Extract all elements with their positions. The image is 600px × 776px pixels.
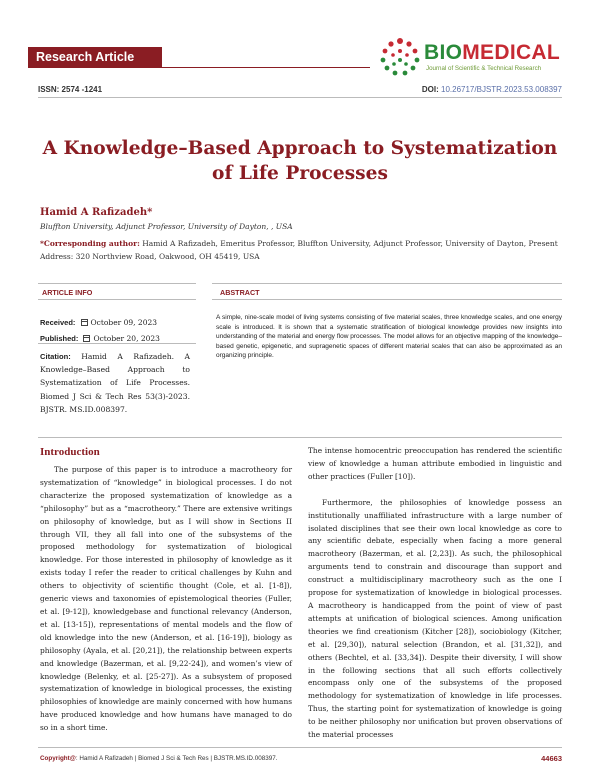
doi[interactable] bbox=[422, 85, 562, 94]
journal-logo bbox=[378, 36, 574, 80]
calendar-icon bbox=[81, 319, 88, 326]
logo-subtitle: Journal of Scientific & Technical Research bbox=[426, 65, 542, 72]
author-name: Hamid A Rafizadeh* bbox=[40, 207, 153, 218]
citation-label: Citation: bbox=[40, 352, 71, 361]
body-left-column bbox=[40, 464, 292, 735]
received-date: October 09, 2023 bbox=[90, 318, 158, 327]
doi-label: DOI: bbox=[421, 85, 439, 94]
info-divider bbox=[38, 343, 196, 344]
received-label: Received: bbox=[40, 318, 76, 327]
logo-dots-icon bbox=[378, 36, 422, 80]
copyright-line bbox=[40, 755, 277, 762]
author-affiliation: Bluffton University, Adjunct Professor, University of Dayton, , USA bbox=[40, 222, 293, 231]
footer-divider bbox=[38, 747, 562, 748]
abstract-heading: ABSTRACT bbox=[212, 283, 562, 300]
paragraph: The intense homocentric preoccupation has rendered the scientific view of knowledge a human attribute embodied in linguistic and other practices (Fuller [10]). bbox=[308, 446, 562, 481]
published-label: Published: bbox=[40, 334, 79, 343]
body-right-column bbox=[308, 445, 562, 742]
abstract-text: A simple, nine-scale model of living systems consisting of five material scales, three knowledge scales, and one energy scale is introduced. It is shown that a systematic stratification of biological knowledge provides new insights into understanding of the material and energy flow processes. The model allows for an objective mapping of the knowledge–based genetic, epigenetic, and supragenetic spaces of different material scales that can also be approximated as an organizing principle. bbox=[216, 314, 562, 360]
logo-bio: BIO bbox=[424, 41, 463, 64]
copyright-label: Copyright@ bbox=[40, 755, 76, 762]
corresponding-author bbox=[40, 237, 560, 263]
logo-medical: MEDICAL bbox=[462, 41, 561, 64]
citation-text: Hamid A Rafizadeh. A Knowledge–Based Approach to Systematization of Life Processes. Biomed J Sci & Tech Res 53(3)-2023. BJSTR. MS.ID.008397. bbox=[40, 352, 190, 414]
banner-rule bbox=[162, 67, 370, 68]
article-type-banner: Research Article bbox=[28, 47, 162, 68]
doi-value[interactable]: 10.26717/BJSTR.2023.53.008397 bbox=[441, 85, 562, 94]
citation bbox=[40, 350, 190, 416]
section-divider bbox=[38, 437, 562, 438]
corr-label: *Corresponding author: bbox=[40, 239, 140, 248]
paragraph: Furthermore, the philosophies of knowledge possess an institutionally unaffiliated infrastructure with a large number of isolated disciplines that see their own local knowledge as core to any scientific debate, especially when facing a more general macrotheory (Bazerman, et al. [2,23]). As such, the philosophical arguments tend to constrain and discourage than support and construct a multidisciplinary macrotheory such as the one I propose for systematization of knowledge in biological processes. A macrotheory is handicapped from the point of view of past attempts at unification of biological sciences. Among unification theories we find creationism (Kitcher [28]), sociobiology (Kitcher, et al. [29,30]), natural selection (Brandon, et al. [31,32]), and others (Bechtel, et al. [33,34]). Despite their diversity, I will show in the following sections that all such efforts collectively encompass only one of the subsystems of the proposed methodology for systematization of knowledge in life processes. Thus, the starting point for systematization of knowledge is going to be neither philosophy nor unification but proven observations of the material processes bbox=[308, 497, 562, 740]
logo-wordmark bbox=[424, 41, 560, 65]
published-date: October 20, 2023 bbox=[93, 334, 160, 343]
header-divider bbox=[38, 97, 562, 98]
issn: ISSN: 2574 -1241 bbox=[38, 85, 103, 94]
paragraph: The purpose of this paper is to introduce a macrotheory for systematization of “knowledge” in biological processes. I do not characterize the proposed systematization of knowledge as a “philosophy” but as a “macrotheory.” There are extensive writings on philosophy of knowledge, but as I will show in Sections II through VII, they all fall into one of the subsystems of the proposed methodology for systematization of biological knowledge. For those interested in philosophy of knowledge as it exists today I refer the reader to critical challenges by Kuhn and others to objectivity of scientific thought (Cole, et al. [1-8]), generic views and taxonomies of epistemological theories (Fuller, et al. [9-12]), knowledgebase and functional relevancy (Anderson, et al. [13-15]), representations of mental models and the flow of old knowledge into the new (Anderson, et al. [16-19]), biology as philosophy (Ayala, et al. [20,21]), the relationship between experts and knowledge (Bazerman, et al. [9,22-24]), and women’s view of knowledge (Belenky, et al. [25-27]). As a subsystem of proposed systematization of knowledge in biological processes, the existing philosophies of knowledge are mainly concerned with how humans have produced knowledge and how humans have managed to do so in a short time. bbox=[40, 465, 292, 733]
copyright-text: : Hamid A Rafizadeh | Biomed J Sci & Tech Res | BJSTR.MS.ID.008397. bbox=[75, 755, 278, 762]
article-title: A Knowledge–Based Approach to Systematization of Life Processes bbox=[42, 138, 558, 184]
article-info-heading: ARTICLE INFO bbox=[38, 283, 196, 300]
calendar-icon bbox=[83, 335, 90, 342]
page-number: 44663 bbox=[541, 754, 562, 763]
section-heading-introduction: Introduction bbox=[40, 446, 100, 458]
corr-text: Hamid A Rafizadeh, Emeritus Professor, Bluffton University, Adjunct Professor, University of Dayton, Present Address: 320 Northview Road, Oakwood, OH 45419, USA bbox=[40, 239, 558, 261]
